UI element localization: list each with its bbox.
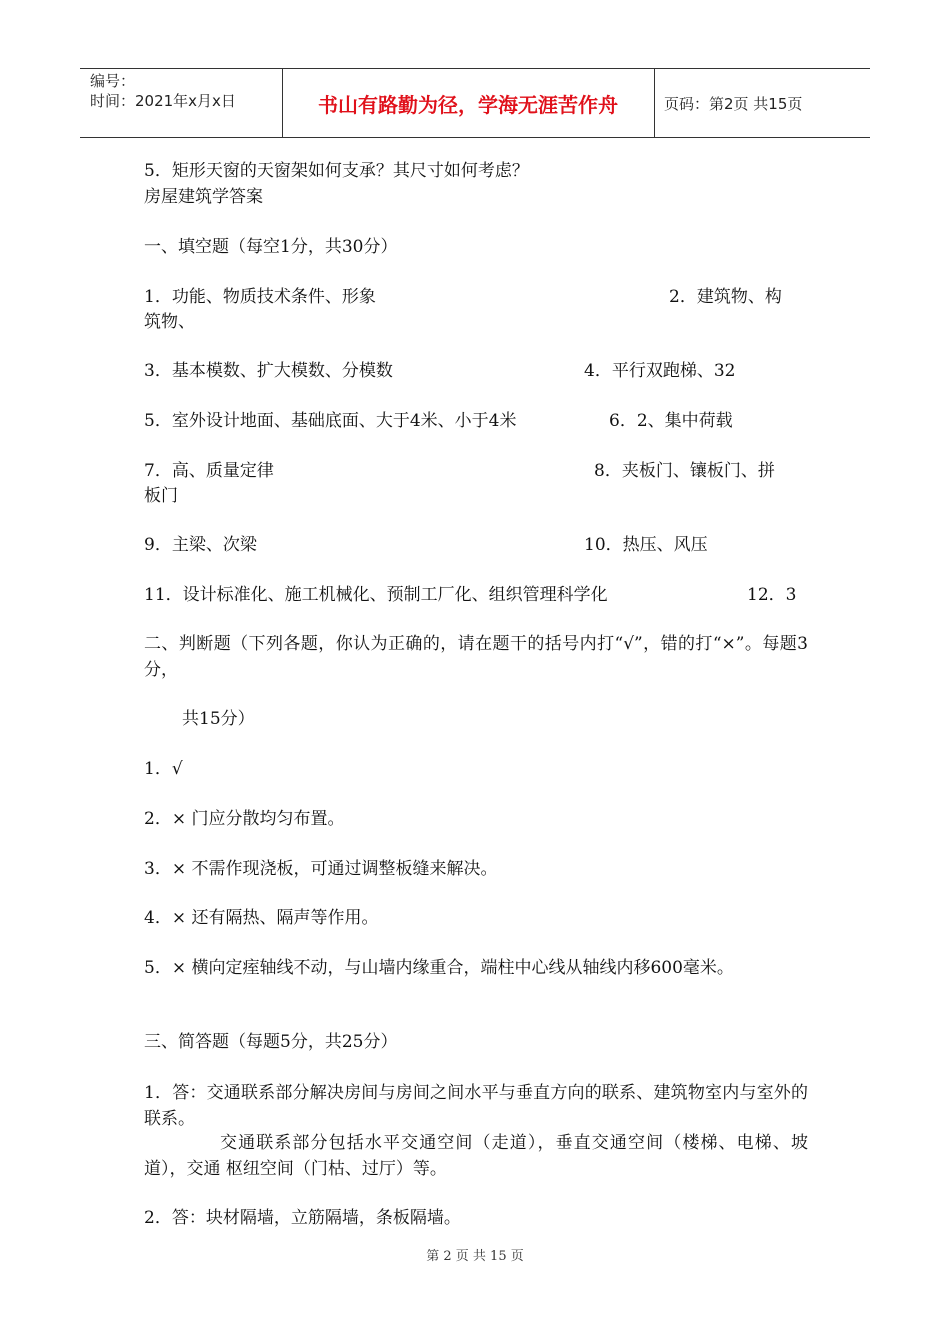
page-footer: 第 2 页 共 15 页	[426, 1249, 524, 1264]
document-header	[80, 68, 870, 138]
fill-answer-2-cont: 筑物、	[144, 312, 195, 332]
fill-answer-7: 7．高、质量定律	[144, 461, 274, 481]
section-1-title: 一、填空题（每空1分，共30分）	[144, 237, 398, 257]
fill-answer-2: 2．建筑物、构	[669, 287, 782, 307]
fill-answer-8-cont: 板门	[144, 486, 178, 506]
judge-answer-5: 5．× 横向定痓轴线不动，与山墙内缘重合，端柱中心线从轴线内移600毫米。	[144, 958, 734, 978]
time-label: 时间：2021年x月x日	[90, 92, 236, 110]
fill-answer-10: 10．热压、风压	[584, 535, 708, 555]
short-answer-1-cont: 交通联系部分包括水平交通空间（走道），垂直交通空间（楼梯、电梯、坡道），交通 枢纽空间（门枯、过厅）等。	[144, 1133, 808, 1179]
header-page-info: 页码：第2页 共15页	[664, 94, 803, 113]
answer-title: 房屋建筑学答案	[144, 187, 263, 207]
short-answer-2: 2．答：块材隔墙，立筋隔墙，条板隔墙。	[144, 1208, 461, 1228]
short-answer-1: 1．答：交通联系部分解决房间与房间之间水平与垂直方向的联系、建筑物室内与室外的联系。	[144, 1083, 808, 1129]
section-2-title-cont: 共15分）	[182, 709, 255, 729]
header-meta	[90, 71, 236, 111]
number-label: 编号：	[90, 72, 136, 90]
fill-answer-9: 9．主梁、次梁	[144, 535, 257, 555]
fill-answer-4: 4．平行双跑梯、32	[584, 361, 736, 381]
section-2-title: 二、判断题（下列各题，你认为正确的，请在题干的括号内打“√”，错的打“×”。每题3分，	[144, 634, 808, 680]
judge-answer-2: 2．× 门应分散均匀布置。	[144, 809, 345, 829]
section-3-title: 三、简答题（每题5分，共25分）	[144, 1032, 398, 1052]
header-divider	[654, 69, 655, 137]
judge-answer-4: 4．× 还有隔热、隔声等作用。	[144, 908, 379, 928]
judge-answer-3: 3．× 不需作现浇板，可通过调整板缝来解决。	[144, 859, 498, 879]
fill-answer-12: 12．3	[747, 585, 797, 605]
fill-answer-5: 5．室外设计地面、基础底面、大于4米、小于4米	[144, 411, 517, 431]
header-motto: 书山有路勤为径，学海无涯苦作舟	[318, 92, 618, 117]
judge-answer-1: 1．√	[144, 759, 183, 779]
fill-answer-3: 3．基本模数、扩大模数、分模数	[144, 361, 393, 381]
question-5: 5．矩形天窗的天窗架如何支承？其尺寸如何考虑？	[144, 161, 529, 181]
fill-answer-8: 8．夹板门、镶板门、拼	[594, 461, 775, 481]
fill-answer-6: 6．2、集中荷载	[609, 411, 733, 431]
fill-answer-1: 1．功能、物质技术条件、形象	[144, 287, 376, 307]
fill-answer-11: 11．设计标准化、施工机械化、预制工厂化、组织管理科学化	[144, 585, 608, 605]
